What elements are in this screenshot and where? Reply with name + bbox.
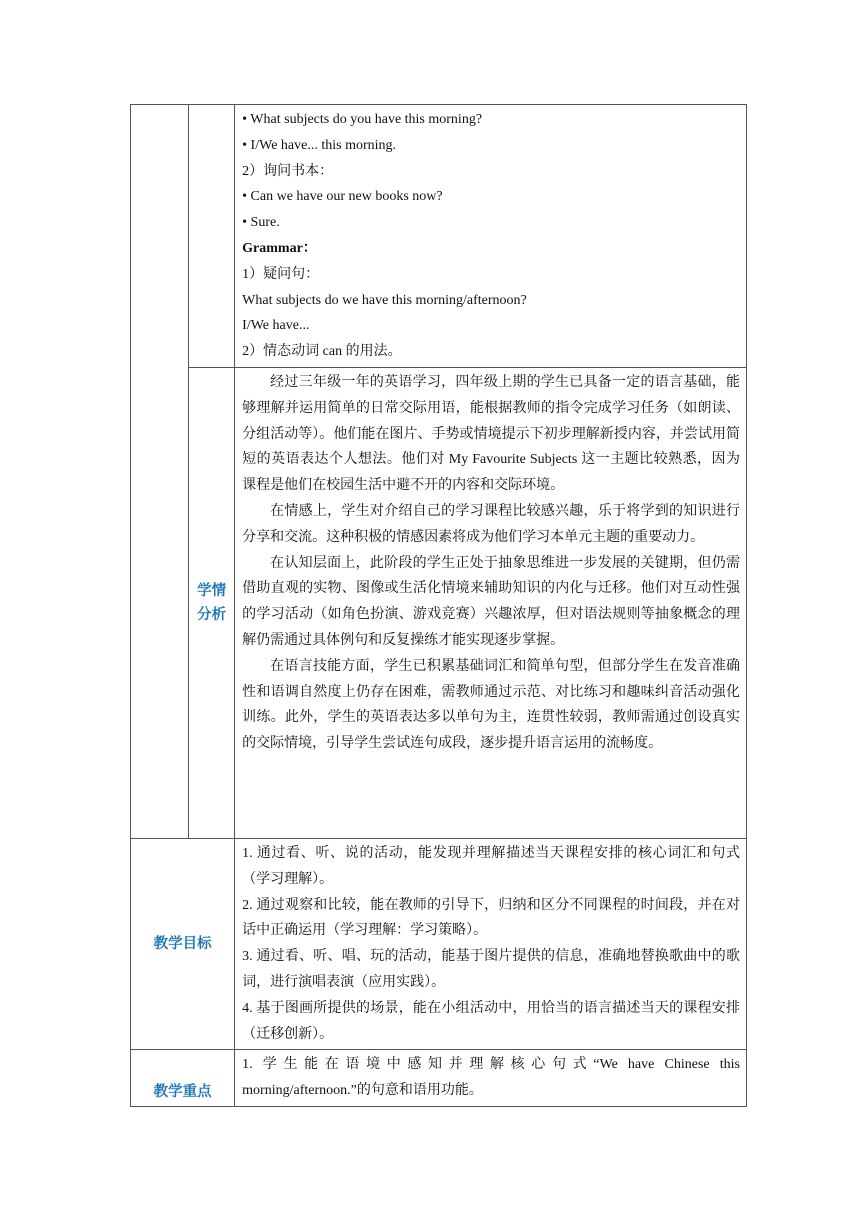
teaching-objectives-label: 教学目标 [131, 838, 235, 1049]
focus-line: morning/afternoon.”的句意和语用功能。 [242, 1083, 483, 1099]
lesson-plan-table [130, 104, 747, 1107]
sentence-line: What subjects do we have this morning/afternoon? [242, 292, 527, 308]
sub-label-cell [189, 105, 235, 368]
sentence-line: • Sure. [242, 215, 280, 231]
objective-item: 2. 通过观察和比较，能在教师的引导下，归纳和区分不同课程的时间段，并在对话中正确运用（学习理解：学习策略）。 [242, 897, 740, 939]
sentence-line: 2）情态动词 can 的用法。 [242, 344, 402, 360]
analysis-paragraph: 在情感上，学生对介绍自己的学习课程比较感兴趣，乐于将学到的知识进行分享和交流。这种积极的情感因素将成为他们学习本单元主题的重要动力。 [242, 503, 740, 545]
row-teaching-objectives [131, 838, 747, 1049]
learner-analysis-cell [235, 367, 747, 838]
objective-item: 4. 基于图画所提供的场景，能在小组活动中，用恰当的语言描述当天的课程安排（迁移创新）。 [242, 1000, 740, 1042]
teaching-focus-label: 教学重点 [131, 1050, 235, 1107]
focus-line: 1. 学生能在语境中感知并理解核心句式“We have Chinese this [242, 1057, 740, 1073]
label-line: 分析 [197, 606, 227, 623]
teaching-objectives-cell [235, 838, 747, 1049]
sentence-line: • What subjects do you have this morning? [242, 112, 483, 127]
grammar-heading: Grammar： [242, 240, 317, 256]
sentence-line: I/We have... [242, 318, 310, 334]
teaching-focus-cell [235, 1050, 747, 1107]
row-learner-analysis [131, 367, 747, 838]
sentence-line: 1）疑问句： [242, 266, 320, 282]
sentence-line: • Can we have our new books now? [242, 189, 443, 205]
sentence-line: • I/We have... this morning. [242, 137, 397, 153]
analysis-paragraph: 在认知层面上，此阶段的学生正处于抽象思维进一步发展的关键期，但仍需借助直观的实物、图像或生活化情境来辅助知识的内化与迁移。他们对互动性强的学习活动（如角色扮演、游戏竞赛）兴趣浓厚，但对语法规则等抽象概念的理解仍需通过具体例句和反复操练才能实现逐步掌握。 [242, 555, 740, 648]
sentence-line: 2）询问书本： [242, 163, 334, 179]
section-label-cell [131, 105, 189, 839]
objective-item: 1. 通过看、听、说的活动，能发现并理解描述当天课程安排的核心词汇和句式（学习理解）。 [242, 845, 740, 887]
language-points-cell [235, 105, 747, 368]
label-line: 学情 [197, 582, 227, 599]
objective-item: 3. 通过看、听、唱、玩的活动，能基于图片提供的信息，准确地替换歌曲中的歌词，进行演唱表演（应用实践）。 [242, 949, 740, 990]
row-language-points [131, 105, 747, 368]
learner-analysis-label [189, 367, 235, 838]
row-teaching-focus [131, 1050, 747, 1107]
analysis-paragraph: 经过三年级一年的英语学习，四年级上期的学生已具备一定的语言基础，能够理解并运用简单的日常交际用语，能根据教师的指令完成学习任务（如朗读、分组活动等）。他们能在图片、手势或情境提示下初步理解新授内容，并尝试用简短的英语表达个人想法。他们对 My Favourite Subjects 这一主题比较熟悉，因为课程是他们在校园生活中避不开的内容和交际环境。 [242, 374, 740, 494]
analysis-paragraph: 在语言技能方面，学生已积累基础词汇和简单句型，但部分学生在发音准确性和语调自然度上仍存在困难，需教师通过示范、对比练习和趣味纠音活动强化训练。此外，学生的英语表达多以单句为主，连贯性较弱，教师需通过创设真实的交际情境，引导学生尝试连句成段，逐步提升语言运用的流畅度。 [242, 658, 740, 752]
